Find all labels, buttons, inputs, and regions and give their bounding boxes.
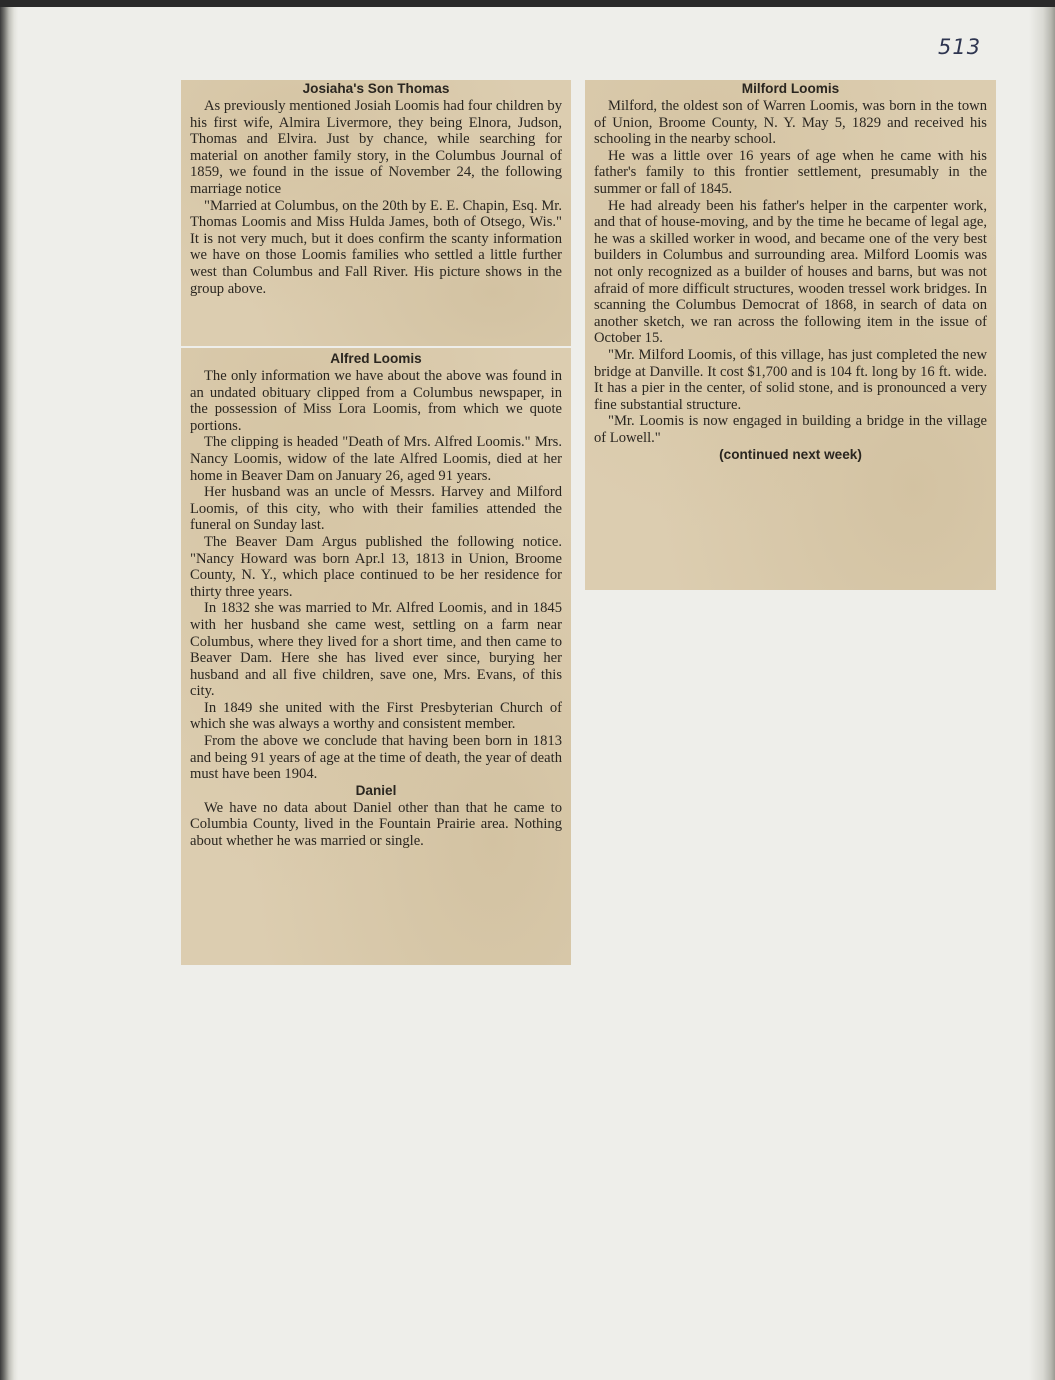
paragraph: The Beaver Dam Argus published the following notice. "Nancy Howard was born Apr.l 13, 1813 in Union, Broome County, N. Y., which place continued to be her residence for thirty three years.	[190, 533, 562, 600]
paragraph: As previously mentioned Josiah Loomis had four children by his first wife, Almira Livermore, they being Elnora, Judson, Thomas and Elvira. Just by chance, while searching for material on another family story, in the Columbus Journal of 1859, we found in the issue of November 24, the following marriage notice	[190, 98, 562, 197]
paragraph: In 1849 she united with the First Presbyterian Church of which she was always a worthy and consistent member.	[190, 699, 562, 733]
page-edge	[1029, 7, 1055, 1380]
paragraph: We have no data about Daniel other than that he came to Columbia County, lived in the Fountain Prairie area. Nothing about whether he was married or single.	[190, 799, 562, 850]
headline-alfred: Alfred Loomis	[330, 351, 422, 366]
paragraph: From the above we conclude that having been born in 1813 and being 91 years of age at the time of death, the year of death must have been 1904.	[190, 733, 562, 783]
paragraph: "Mr. Loomis is now engaged in building a bridge in the village of Lowell."	[594, 413, 987, 446]
paragraph: Milford, the oldest son of Warren Loomis, was born in the town of Union, Broome County, N. Y. May 5, 1829 and received his schooling in the nearby school.	[594, 98, 987, 148]
paragraph: The only information we have about the above was found in an undated obituary clipped from a Columbus newspaper, in the possession of Miss Lora Loomis, from which we quote portions.	[190, 368, 562, 434]
scrapbook-page	[0, 7, 1055, 1380]
clipping-josiaha-son-thomas	[181, 80, 571, 346]
paragraph: He was a little over 16 years of age when he came with his father's family to this frontier settlement, presumably in the summer or fall of 1845.	[594, 147, 987, 197]
paragraph: "Mr. Milford Loomis, of this village, has just completed the new bridge at Danville. It cost $1,700 and is 104 ft. long by 16 ft. wide. It has a pier in the center, of solid stone, and is pronounced a very fine substantial structure.	[594, 346, 987, 413]
continued-note: (continued next week)	[719, 447, 862, 463]
paragraph: The clipping is headed "Death of Mrs. Alfred Loomis." Mrs. Nancy Loomis, widow of the late Alfred Loomis, died at her home in Beaver Dam on January 26, aged 91 years.	[190, 434, 562, 484]
clipping-alfred-and-daniel	[181, 348, 571, 965]
paragraph: He had already been his father's helper in the carpenter work, and that of house-moving, and by the time he became of legal age, he was a skilled worker in wood, and became one of the very best builders in Columbus and surrounding area. Milford Loomis was not only recognized as a builder of houses and barns, but was not afraid of more difficult structures, wooden tressel work bridges. In scanning the Columbus Democrat of 1868, in search of data on another sketch, we ran across the following item in the issue of October 15.	[594, 197, 987, 347]
headline-milford: Milford Loomis	[741, 81, 840, 96]
clipping-milford-loomis	[585, 80, 996, 590]
page-binding	[0, 7, 18, 1380]
paragraph: Her husband was an uncle of Messrs. Harvey and Milford Loomis, of this city, who with their families attended the funeral on Sunday last.	[190, 484, 562, 534]
paragraph: In 1832 she was married to Mr. Alfred Loomis, and in 1845 with her husband she came west, settling on a farm near Columbus, where they lived for a short time, and then came to Beaver Dam. Here she has lived ever since, burying her husband and all five children, save one, Mrs. Evans, of this city.	[190, 600, 562, 700]
headline-daniel: Daniel	[355, 782, 397, 798]
page-number: 513	[938, 35, 982, 59]
headline-thomas: Josiaha's Son Thomas	[302, 81, 450, 96]
paragraph: "Married at Columbus, on the 20th by E. E. Chapin, Esq. Mr. Thomas Loomis and Miss Hulda James, both of Otsego, Wis." It is not very much, but it does confirm the scanty information we have on those Loomis families who settled a little further west than Columbus and Fall River. His picture shows in the group above.	[190, 197, 562, 297]
